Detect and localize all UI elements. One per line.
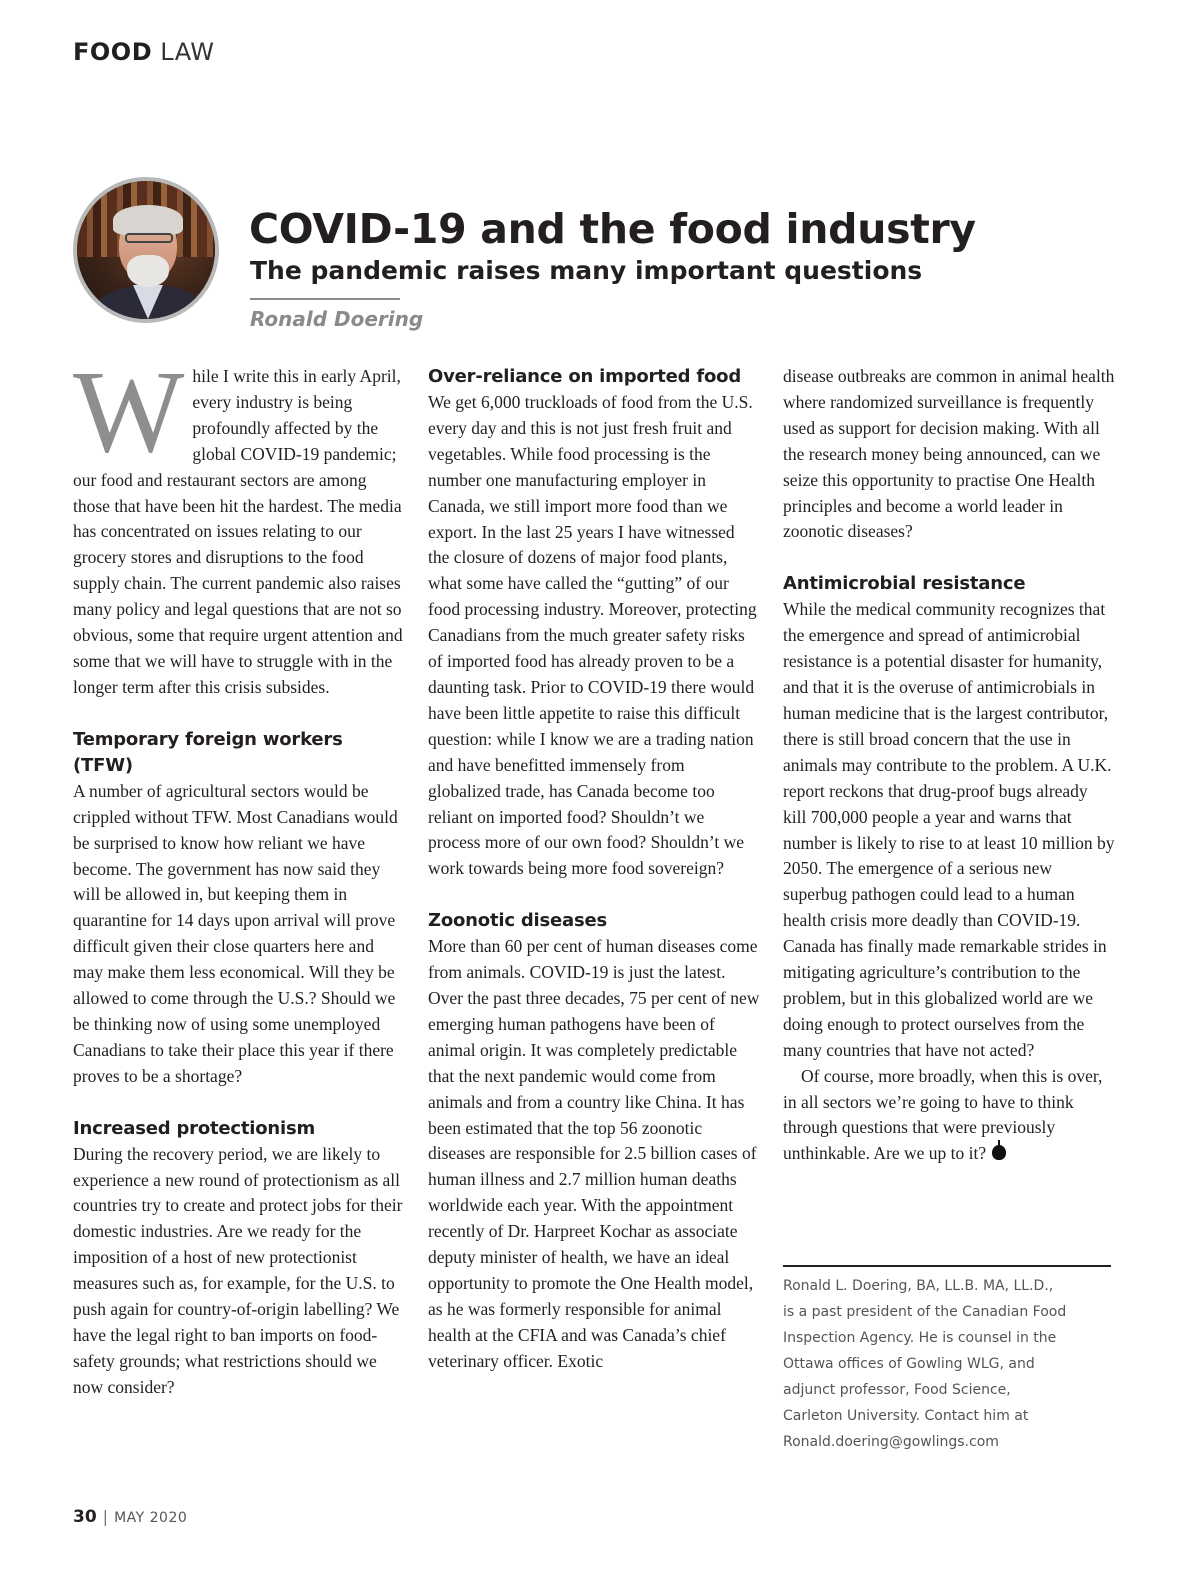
heading-protectionism: Increased protectionism: [73, 1117, 316, 1139]
heading-antimicrobial: Antimicrobial resistance: [783, 573, 1026, 595]
paragraph-zoonotic: More than 60 per cent of human diseases come from animals. COVID-19 is just the latest. Over the past three decades, 75 per cent of new emerging human pathogens have been of animal origin. It was completely predictable that the next pandemic would come from animals and from a country like China. It has been estimated that the top 56 zoonotic diseases are responsible for 2.5 billion cases of human illness and 2.7 million human deaths worldwide each year. With the appointment recently of Dr. Harpreet Kochar as associate deputy minister of health, we have an ideal opportunity to promote the One Health model, as he was formerly responsible for animal health at the CFIA and was Canada’s chief veterinary officer. Exotic: [428, 936, 760, 1371]
article-subtitle: The pandemic raises many important questions: [250, 256, 923, 285]
paragraph-imported-food: We get 6,000 truckloads of food from the U.S. every day and this is not just fresh fruit and vegetables. While food processing is the number one manufacturing employer in Canada, we still import more food than we export. In the last 25 years I have witnessed the closure of dozens of major food plants, what some have called the “gutting” of our food processing industry. Moreover, protecting Canadians from the much greater safety risks of imported food has already proven to be a daunting task. Prior to COVID-19 there would have been little appetite to raise this difficult question: while I know we are a trading nation and have benefitted immensely from globalized trade, has Canada become too reliant on imported food? Shouldn’t we process more of our own food? Shouldn’t we work towards being more food sovereign?: [428, 392, 757, 879]
drop-cap: W: [73, 346, 185, 477]
paragraph-protectionism: During the recovery period, we are likely to experience a new round of protectionism as all countries try to create and protect jobs for their domestic industries. Are we ready for the imposition of a host of new protectionist measures such as, for example, for the U.S. to push again for country-of-origin labelling? We have the legal right to ban imports on food-safety grounds; what restrictions should we now consider?: [73, 1143, 403, 1397]
closing-text: Of course, more broadly, when this is over, in all sectors we’re going to have to think through questions that were previously unthinkable. Are we up to it?: [783, 1065, 1103, 1164]
author-bio: [783, 1273, 1113, 1455]
byline-rule: [250, 298, 400, 300]
column-3: [783, 364, 1115, 1167]
bio-line: adjunct professor, Food Science,: [783, 1382, 1011, 1398]
section-label-light: LAW: [160, 38, 215, 66]
column-1: [73, 346, 405, 1401]
article-title: COVID-19 and the food industry: [249, 205, 976, 253]
bio-line: Inspection Agency. He is counsel in the: [783, 1330, 1057, 1346]
author-byline: Ronald Doering: [250, 307, 424, 331]
bio-rule: [783, 1265, 1111, 1267]
footer-separator: |: [102, 1507, 109, 1526]
apple-icon: [992, 1145, 1006, 1160]
column-2: [428, 364, 760, 1375]
heading-imported-food: Over-reliance on imported food: [428, 366, 742, 387]
bio-line: Carleton University. Contact him at: [783, 1408, 1029, 1424]
bio-line: Ottawa offices of Gowling WLG, and: [783, 1356, 1035, 1372]
bio-email: Ronald.doering@gowlings.com: [783, 1434, 999, 1450]
heading-tfw: Temporary foreign workers (TFW): [73, 728, 343, 776]
page-footer: [73, 1507, 187, 1527]
paragraph-antimicrobial: While the medical community recognizes that the emergence and spread of antimicrobial resistance is a potential disaster for humanity, and that it is the overuse of antimicrobials in human medicine that is the largest contributor, there is still broad concern that the use in animals may contribute to the problem. A U.K. report reckons that drug-proof bugs already kill 700,000 people a year and warns that number is likely to rise to at least 10 million by 2050. The emergence of a serious new superbug pathogen could lead to a human health crisis more deadly than COVID-19. Canada has finally made remarkable strides in mitigating agriculture’s contribution to the problem, but in this globalized world are we doing enough to protect ourselves from the many countries that have not acted?: [783, 599, 1115, 1060]
paragraph-tfw: A number of agricultural sectors would be crippled without TFW. Most Canadians would be surprised to know how reliant we have become. The government has now said they will be allowed in, but keeping them in quarantine for 14 days upon arrival will prove difficult given their close quarters here and may make them less economical. Will they be allowed to come through the U.S.? Should we be thinking now of using some unemployed Canadians to take their place this year if there proves to be a shortage?: [73, 780, 398, 1086]
heading-zoonotic: Zoonotic diseases: [428, 910, 608, 932]
intro-paragraph: [73, 346, 405, 701]
intro-text: hile I write this in early April, every industry is being profoundly affected by the global COVID-19 pandemic; our food and restaurant sectors are among those that have been hit the hardest. The media has concentrated on issues relating to our grocery stores and disruptions to the food supply chain. The current pandemic also raises many policy and legal questions that are not so obvious, some that require urgent attention and some that we will have to struggle with in the longer term after this crisis subsides.: [73, 366, 403, 697]
issue-date: MAY 2020: [114, 1510, 188, 1526]
paragraph-zoonotic-continued: disease outbreaks are common in animal health where randomized surveillance is frequently used as support for decision making. With all the research money being announced, can we seize this opportunity to practise One Health principles and become a world leader in zoonotic diseases?: [783, 366, 1115, 542]
section-label-bold: FOOD: [73, 38, 153, 66]
paragraph-closing: [783, 1064, 1115, 1168]
bio-line: Ronald L. Doering, BA, LL.B. MA, LL.D.,: [783, 1278, 1054, 1294]
page-number: 30: [73, 1507, 97, 1527]
bio-line: is a past president of the Canadian Food: [783, 1304, 1067, 1320]
author-photo: [73, 177, 219, 323]
section-label: [73, 38, 215, 66]
